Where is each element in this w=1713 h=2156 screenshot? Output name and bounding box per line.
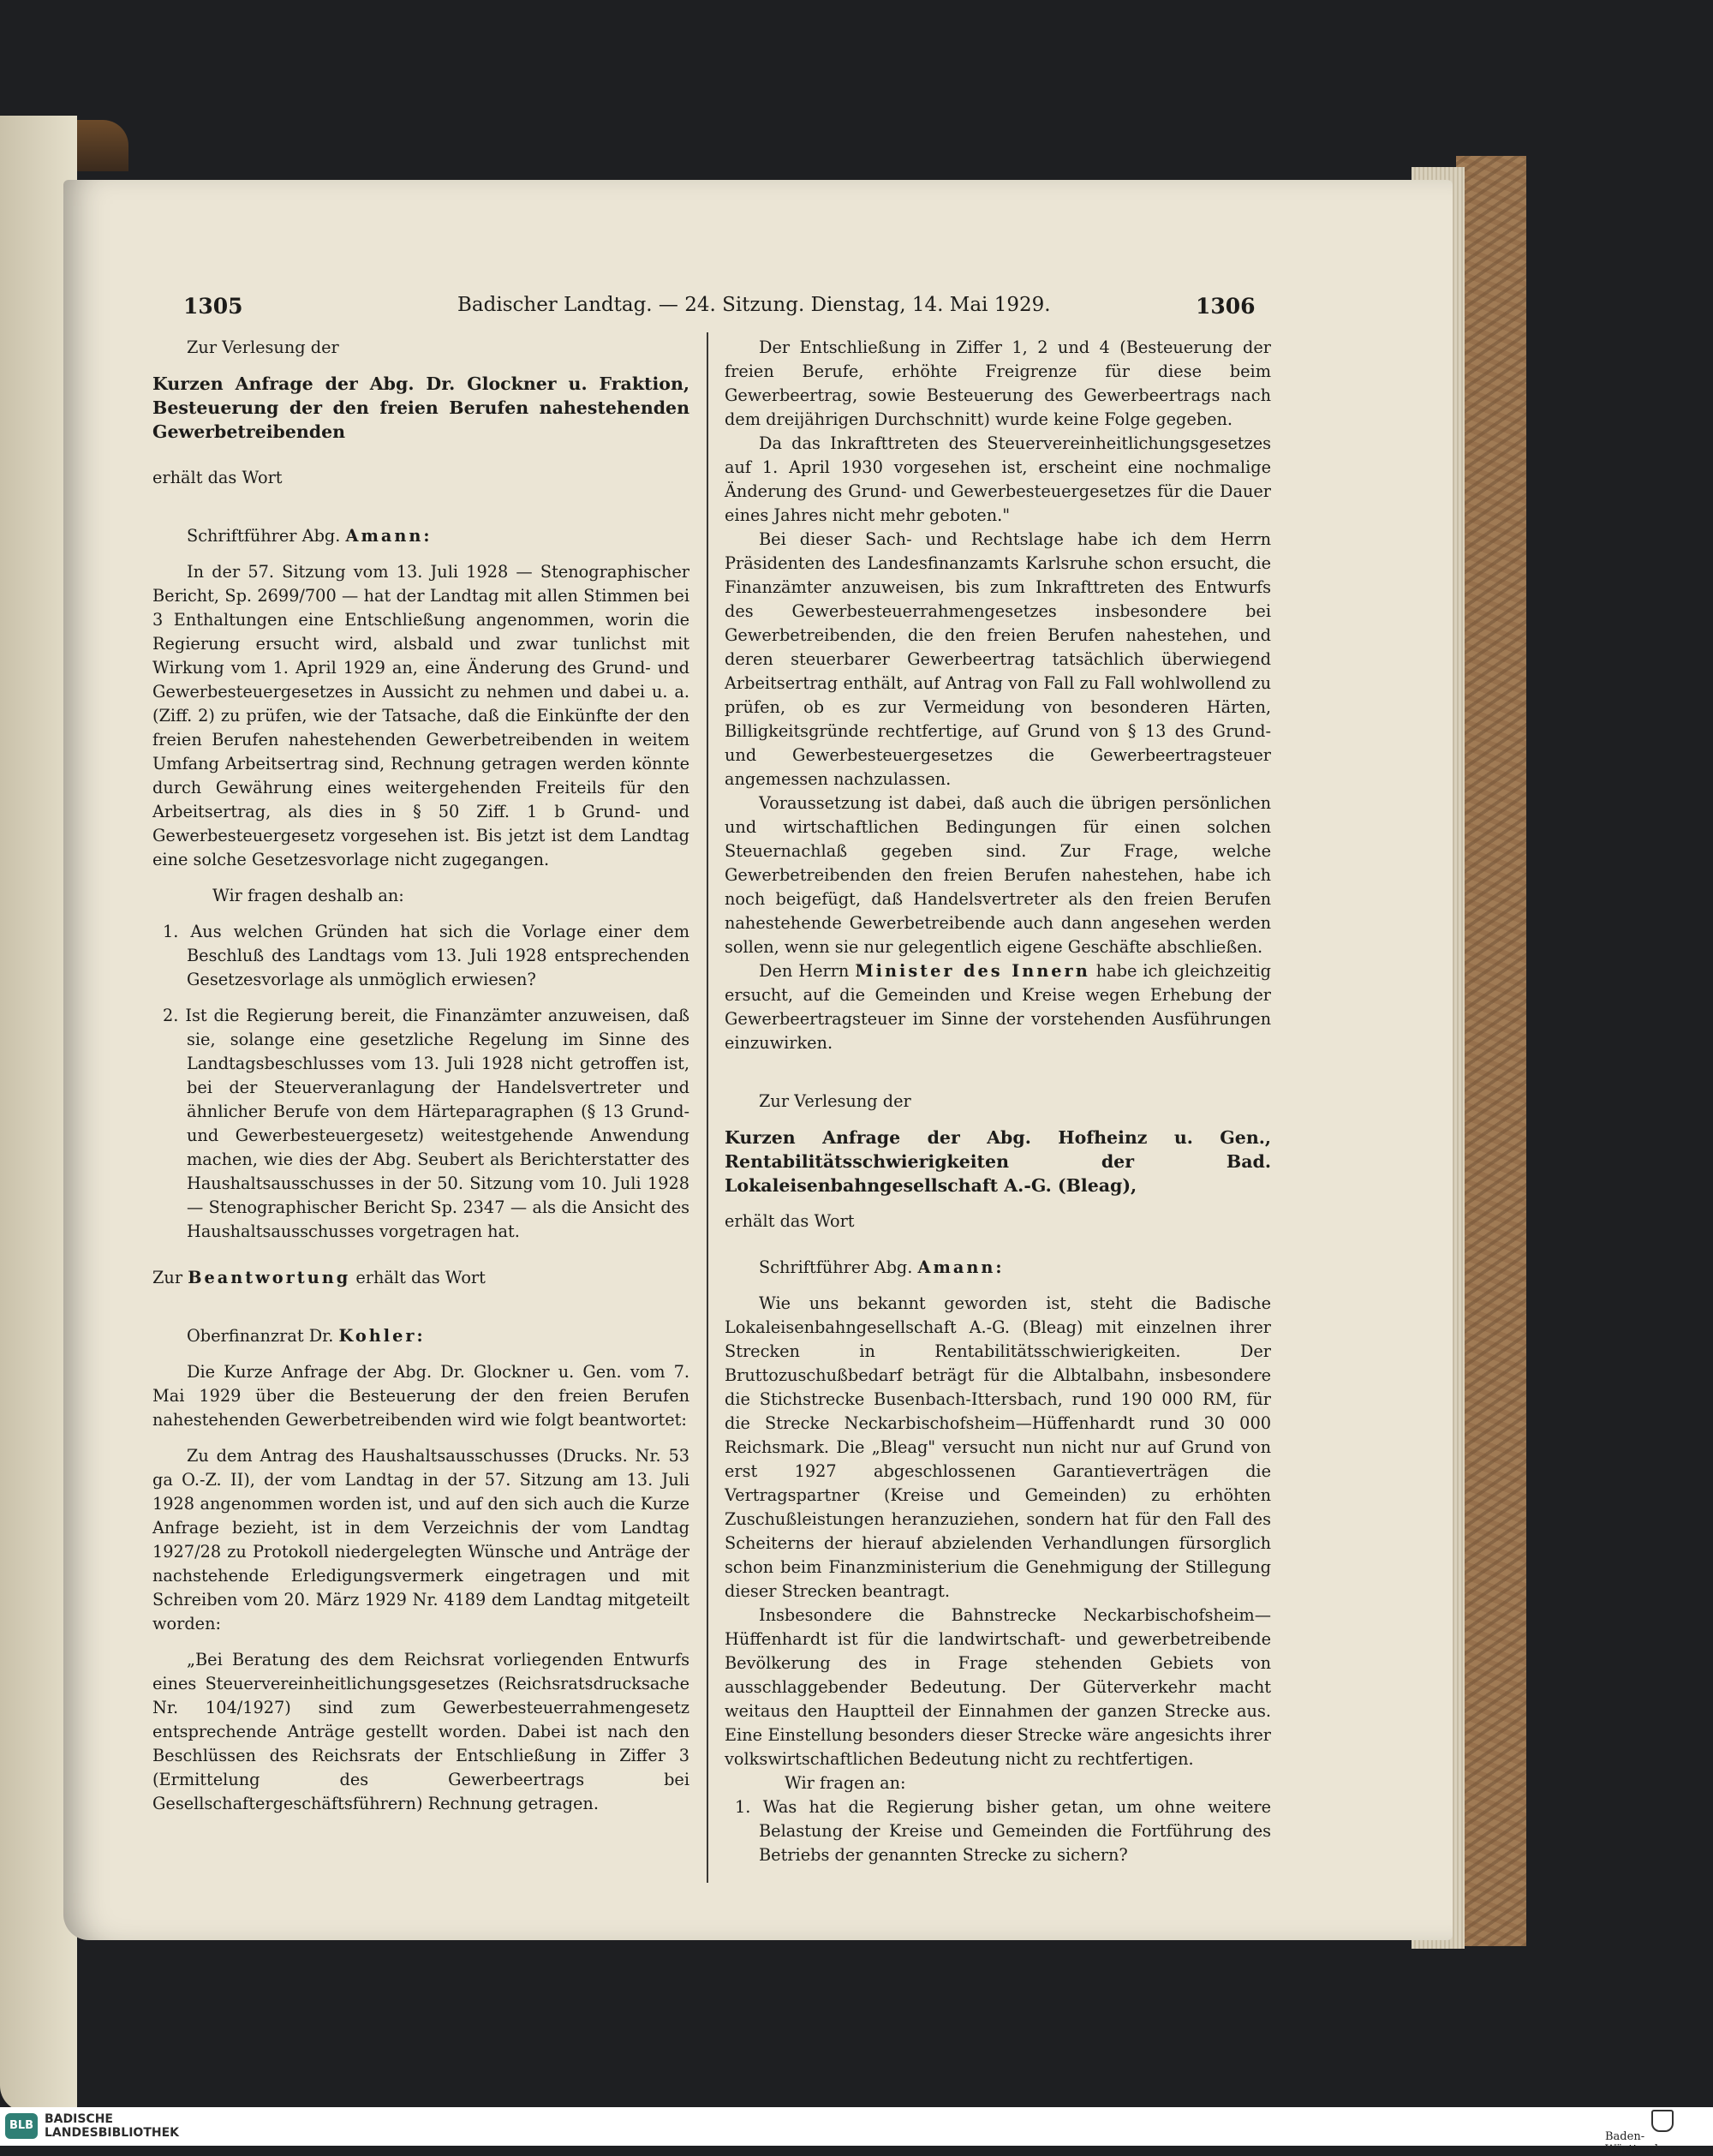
inquiry-title: Kurzen Anfrage der Abg. Hofheinz u. Gen., Rentabilitätsschwierigkeiten der Bad. Lokaleisenbahngesellschaft A.-G. (Bleag), <box>725 1127 1271 1196</box>
blb-logo: BLB <box>5 2113 38 2139</box>
paragraph: Der Entschließung in Ziffer 1, 2 und 4 (Besteuerung der freien Berufe, erhöhte Freigrenze für diese beim Gewerbeertrag, sowie Besteuerung des Gewerbeertrags nach dem dreijährigen Durchschnitt) wurde keine Folge gegeben. <box>725 337 1271 429</box>
speaker-name: Amann: <box>345 526 433 546</box>
text-fragment: habe ich gleichzeitig ersucht, auf die Gemeinden und Kreise wegen Erhebung der Gewerbeertragsteuer im Sinne der vorstehenden Ausführungen einzuwirken. <box>725 961 1271 1053</box>
spaced-word: Beantwortung <box>188 1268 351 1287</box>
speaker-line <box>152 1266 689 1290</box>
library-name: BADISCHE LANDESBIBLIOTHEK <box>45 2112 180 2140</box>
page-number-left: 1305 <box>183 294 243 319</box>
paragraph: Wir fragen an: <box>785 1773 906 1793</box>
paragraph: Wie uns bekannt geworden ist, steht die Badische Lokaleisenbahngesellschaft A.-G. (Bleag) mit einzelnen ihrer Strecken in Rentabilitätsschwierigkeiten. Der Bruttozuschußbedarf beträgt für die Albtalbahn, insbesondere die Stichstrecke Busenbach-Ittersbach, rund 190 000 RM, für die Strecke Neckarbischofsheim—Hüffenhardt rund 30 000 Reichsmark. Die „Bleag" versucht nun nicht nur auf Grund von erst 1927 abgeschlossenen Garantieverträgen die Vertragspartner (Kreise und Gemeinden) zu erhöhten Zuschußleistungen heranzuziehen, sondern hat für den Fall des Scheiterns der hierauf abzielenden Verhandlungen fürsorglich schon beim Finanzministerium die Genehmigung der Stillegung dieser Strecken beantragt. <box>725 1293 1271 1601</box>
speaker-label: Oberfinanzrat Dr. <box>187 1326 334 1346</box>
list-item: 2. Ist die Regierung bereit, die Finanzämter anzuweisen, daß sie, solange eine gesetzliche Regelung im Sinne des Landtagsbeschlusses vom 13. Juli 1928 nicht getroffen ist, bei der Steuerveranlagung der Handelsvertreter und ähnlicher Berufe von dem Härteparagraphen (§ 13 Grund- und Gewerbesteuergesetz) weitestgehende Anwendung machen, wie dies der Abg. Seubert als Berichterstatter des Haushaltsausschusses in der 50. Sitzung vom 10. Juli 1928 — Stenographischer Bericht Sp. 2347 — als die Ansicht des Haushaltsausschusses vorgetragen hat. <box>163 1006 689 1241</box>
text-fragment: Zur <box>152 1268 183 1287</box>
page-number-right: 1306 <box>1196 294 1256 319</box>
paragraph: Da das Inkrafttreten des Steuervereinheitlichungsgesetzes auf 1. April 1930 vorgesehen ist, erscheint eine nochmalige Änderung des Grund- und Gewerbesteuergesetzes für die Dauer eines Jahres nicht mehr geboten." <box>725 433 1271 525</box>
paragraph: Die Kurze Anfrage der Abg. Dr. Glockner u. Gen. vom 7. Mai 1929 über die Besteuerung der den freien Berufen nahestehenden Gewerbetreibenden wird wie folgt beantwortet: <box>152 1362 689 1430</box>
speaker-label: Schriftführer Abg. <box>187 526 341 546</box>
state-name: Baden-Württemberg <box>1605 2130 1681 2156</box>
list-item: 1. Was hat die Regierung bisher getan, um ohne weitere Belastung der Kreise und Gemeinden die Fortführung des Betriebs der genannten Strecke zu sichern? <box>735 1797 1271 1865</box>
paragraph: Zu dem Antrag des Haushaltsausschusses (Drucks. Nr. 53 ga O.-Z. II), der vom Landtag in der 57. Sitzung am 13. Juli 1928 angenommen worden ist, und auf den sich auch die Kurze Anfrage bezieht, ist in dem Verzeichnis der vom Landtag 1927/28 zu Protokoll niedergelegten Wünsche und Anträge der nachstehende Erledigungsvermerk eingetragen und mit Schreiben vom 20. März 1929 Nr. 4189 dem Landtag mitgeteilt worden: <box>152 1446 689 1633</box>
paragraph: erhält das Wort <box>152 468 283 487</box>
paragraph: In der 57. Sitzung vom 13. Juli 1928 — Stenographischer Bericht, Sp. 2699/700 — hat der Landtag mit allen Stimmen bei 3 Enthaltungen eine Entschließung angenommen, worin die Regierung ersucht wird, alsbald und zwar tunlichst mit Wirkung vom 1. April 1929 an, eine Änderung des Grund- und Gewerbesteuergesetzes in Aussicht zu nehmen und dabei u. a. (Ziff. 2) zu prüfen, wie der Tatsache, daß die Einkünfte der den freien Berufen nahestehenden Gewerbetreibenden in weitem Umfang Arbeitsertrag sind, Rechnung getragen werden könnte durch Gewährung eines weitergehenden Freiteils für den Arbeitsertrag, als dies in § 50 Ziff. 1 b Grund- und Gewerbesteuergesetz vorgesehen ist. Bis jetzt ist dem Landtag eine solche Gesetzesvorlage nicht zugegangen. <box>152 562 689 869</box>
paragraph: erhält das Wort <box>725 1211 855 1231</box>
paragraph: Insbesondere die Bahnstrecke Neckarbischofsheim—Hüffenhardt ist für die landwirtschaft- und gewerbetreibende Bevölkerung des in Frage stehenden Gebiets von ausschlaggebender Bedeutung. Der Güterverkehr macht weitaus den Hauptteil der Einnahmen der ganzen Strecke aus. Eine Einstellung besonders dieser Strecke wäre angesichts ihrer volkswirtschaftlichen Bedeutung nicht zu rechtfertigen. <box>725 1605 1271 1769</box>
quote-paragraph: „Bei Beratung des dem Reichsrat vorliegenden Entwurfs eines Steuervereinheitlichungsgesetzes (Reichsratsdrucksache Nr. 104/1927) sind zum Gewerbesteuerrahmengesetz entsprechende Anträge gestellt worden. Dabei ist nach den Beschlüssen des Reichsrats der Entschließung in Ziffer 3 (Ermittelung des Gewerbeertrags bei Gesellschaftergeschäftsführern) Rechnung getragen. <box>152 1650 689 1813</box>
marbled-book-cover <box>1456 156 1526 1946</box>
spaced-word: Minister des Innern <box>855 961 1090 981</box>
column-divider <box>707 332 708 1883</box>
paragraph: Zur Verlesung der <box>187 337 339 357</box>
text-fragment: erhält das Wort <box>355 1268 486 1287</box>
inquiry-title: Kurzen Anfrage der Abg. Dr. Glockner u. Fraktion, Besteuerung der den freien Berufen nahestehenden Gewerbetreibenden <box>152 373 689 442</box>
text-fragment: Den Herrn <box>759 961 850 981</box>
speaker-line <box>152 524 689 548</box>
paragraph: Zur Verlesung der <box>759 1091 911 1111</box>
document-page <box>63 180 1453 1940</box>
paragraph: Voraussetzung ist dabei, daß auch die übrigen persönlichen und wirtschaftlichen Bedingungen für einen solchen Steuernachlaß gegeben sind. Zur Frage, welche Gewerbetreibenden den freien Berufen nahestehen, habe ich noch beigefügt, daß Handelsvertreter als den freien Berufen nahestehende Gewerbetreibende auch dann angesehen werden sollen, wenn sie nur gelegentlich eigene Geschäfte abschließen. <box>725 793 1271 957</box>
paragraph: Bei dieser Sach- und Rechtslage habe ich dem Herrn Präsidenten des Landesfinanzamts Karlsruhe schon ersucht, die Finanzämter anzuweisen, bis zum Inkrafttreten des Entwurfs des Gewerbesteuerrahmengesetzes insbesondere bei Gewerbetreibenden, die den freien Berufen nahestehen, und deren steuerbarer Gewerbeertrag tatsächlich überwiegend Arbeitsertrag enthält, auf Antrag von Fall zu Fall wohlwollend zu prüfen, ob es zur Vermeidung von besonderen Härten, Billigkeitsgründe rechtfertige, auf Grund von § 13 des Grund- und Gewerbesteuergesetzes die Gewerbeertragsteuer angemessen nachzulassen. <box>725 529 1271 789</box>
right-column <box>725 336 1271 1867</box>
speaker-name: Kohler: <box>338 1326 426 1346</box>
running-title: Badischer Landtag. — 24. Sitzung. Dienstag, 14. Mai 1929. <box>457 294 1051 316</box>
speaker-line <box>725 1256 1271 1280</box>
paragraph: Wir fragen deshalb an: <box>212 886 404 905</box>
paragraph <box>725 959 1271 1055</box>
speaker-label: Schriftführer Abg. <box>759 1257 913 1277</box>
speaker-line <box>152 1324 689 1348</box>
speaker-name: Amann: <box>917 1257 1005 1277</box>
list-item: 1. Aus welchen Gründen hat sich die Vorlage einer dem Beschluß des Landtags vom 13. Juli 1928 entsprechenden Gesetzesvorlage als unmöglich erwiesen? <box>163 922 689 989</box>
left-column <box>152 336 689 1816</box>
crest-icon <box>1651 2110 1674 2132</box>
footer-bar <box>0 2107 1713 2146</box>
